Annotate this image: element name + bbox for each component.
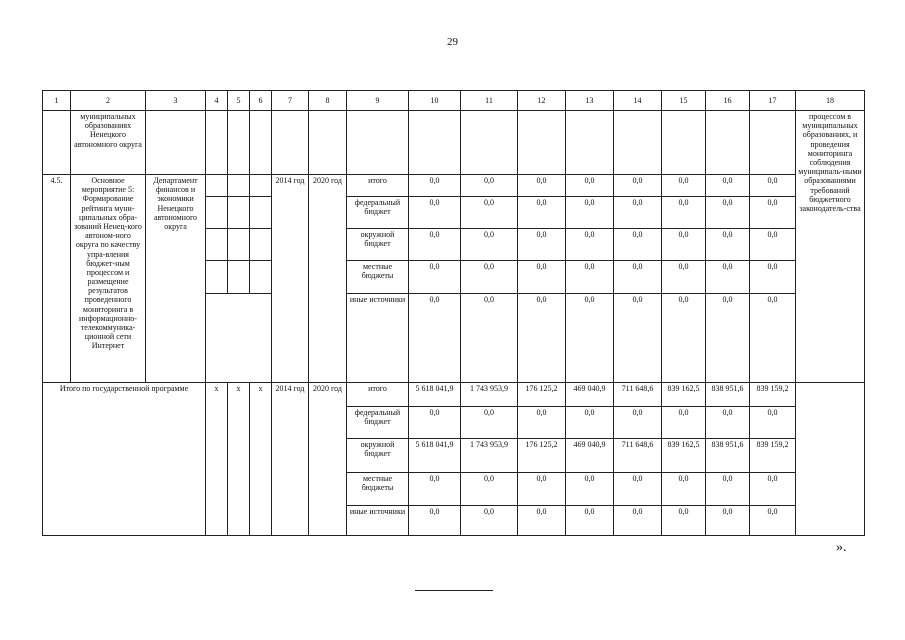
funding-value: 0,0 [566, 175, 614, 197]
funding-value: 0,0 [662, 407, 706, 439]
funding-source: иные источники [347, 294, 409, 383]
funding-value: 0,0 [461, 473, 518, 506]
funding-value: 0,0 [706, 175, 750, 197]
funding-value: 1 743 953,9 [461, 383, 518, 407]
funding-source: федеральный бюджет [347, 407, 409, 439]
funding-value: 0,0 [409, 294, 461, 383]
continuation-empty [228, 111, 250, 175]
funding-value: 0,0 [518, 294, 566, 383]
funding-value: 0,0 [614, 261, 662, 294]
funding-value: 176 125,2 [518, 439, 566, 473]
funding-value: 0,0 [518, 473, 566, 506]
measure-row [43, 175, 865, 197]
funding-value: 0,0 [518, 175, 566, 197]
continuation-empty [566, 111, 614, 175]
funding-value: 839 159,2 [750, 439, 796, 473]
measure-result: процессом в муниципальных образованиях, и проведения мониторинга соблюдения муниципаль-ными образованиями требований бюджетного законодатель-ства [796, 111, 865, 383]
measure-name: Основное мероприятие 5: Формирование рейтинга муни-ципальных обра-зований Ненец-кого автоном-ного округа по качеству упра-вления бюджет-ным процессом и размещение результатов проведенного мониторинга в информационно-телекоммуника-ционной сети Интернет [71, 175, 146, 383]
column-number-3: 3 [146, 91, 206, 111]
funding-value: 0,0 [750, 197, 796, 229]
empty-cell [206, 175, 228, 197]
funding-source: итого [347, 175, 409, 197]
column-number-16: 16 [706, 91, 750, 111]
funding-value: 0,0 [614, 294, 662, 383]
funding-value: 0,0 [461, 294, 518, 383]
measure-start-year: 2014 год [272, 175, 309, 383]
measure-end-year: 2020 год [309, 175, 347, 383]
funding-value: 0,0 [461, 407, 518, 439]
column-number-18: 18 [796, 91, 865, 111]
funding-value: 0,0 [662, 229, 706, 261]
funding-value: 839 162,5 [662, 383, 706, 407]
column-number-17: 17 [750, 91, 796, 111]
funding-value: 0,0 [706, 473, 750, 506]
empty-cell [250, 197, 272, 229]
total-label: Итого по государственной программе [43, 383, 206, 536]
funding-value: 0,0 [461, 229, 518, 261]
funding-value: 0,0 [566, 407, 614, 439]
funding-value: 838 951,6 [706, 383, 750, 407]
empty-cell [228, 175, 250, 197]
funding-value: 1 743 953,9 [461, 439, 518, 473]
empty-cell [206, 197, 228, 229]
measure-executor: Департамент финансов и экономики Ненецкого автономного округа [146, 175, 206, 383]
continuation-empty [750, 111, 796, 175]
funding-value: 5 618 041,9 [409, 439, 461, 473]
column-number-9: 9 [347, 91, 409, 111]
column-number-1: 1 [43, 91, 71, 111]
funding-value: 0,0 [750, 473, 796, 506]
page-number: 29 [447, 36, 458, 48]
funding-source: федеральный бюджет [347, 197, 409, 229]
column-number-11: 11 [461, 91, 518, 111]
funding-value: 0,0 [566, 294, 614, 383]
funding-value: 839 162,5 [662, 439, 706, 473]
funding-value: 0,0 [750, 506, 796, 536]
column-number-6: 6 [250, 91, 272, 111]
empty-cell [228, 261, 250, 294]
funding-value: 0,0 [614, 473, 662, 506]
funding-value: 0,0 [662, 473, 706, 506]
footnote-separator [415, 590, 493, 591]
continuation-empty [461, 111, 518, 175]
empty-cell [250, 229, 272, 261]
funding-source: окружной бюджет [347, 229, 409, 261]
funding-value: 0,0 [409, 407, 461, 439]
continuation-row [43, 111, 865, 175]
funding-value: 0,0 [750, 407, 796, 439]
budget-table [42, 90, 865, 536]
column-number-7: 7 [272, 91, 309, 111]
measure-number: 4.5. [43, 175, 71, 383]
total-col18-empty [796, 383, 865, 536]
funding-source: местные бюджеты [347, 261, 409, 294]
column-number-14: 14 [614, 91, 662, 111]
continuation-empty [146, 111, 206, 175]
funding-value: 0,0 [409, 197, 461, 229]
funding-value: 0,0 [566, 506, 614, 536]
continuation-empty [206, 111, 228, 175]
funding-value: 0,0 [518, 506, 566, 536]
continuation-empty [347, 111, 409, 175]
total-col5: х [228, 383, 250, 536]
funding-value: 0,0 [750, 294, 796, 383]
funding-value: 0,0 [706, 229, 750, 261]
continuation-empty [272, 111, 309, 175]
funding-value: 0,0 [750, 229, 796, 261]
funding-source: итого [347, 383, 409, 407]
closing-quote-mark: ». [836, 540, 847, 555]
funding-value: 839 159,2 [750, 383, 796, 407]
funding-value: 0,0 [566, 197, 614, 229]
continuation-empty [250, 111, 272, 175]
column-number-8: 8 [309, 91, 347, 111]
column-number-12: 12 [518, 91, 566, 111]
funding-value: 0,0 [409, 229, 461, 261]
funding-value: 0,0 [518, 197, 566, 229]
funding-value: 0,0 [614, 229, 662, 261]
empty-cell [206, 229, 228, 261]
funding-value: 0,0 [614, 506, 662, 536]
funding-value: 5 618 041,9 [409, 383, 461, 407]
funding-value: 0,0 [662, 175, 706, 197]
continuation-empty [43, 111, 71, 175]
funding-value: 0,0 [706, 294, 750, 383]
funding-value: 0,0 [614, 407, 662, 439]
column-number-4: 4 [206, 91, 228, 111]
total-col4: х [206, 383, 228, 536]
funding-value: 469 040,9 [566, 383, 614, 407]
funding-value: 0,0 [614, 197, 662, 229]
column-number-5: 5 [228, 91, 250, 111]
column-number-2: 2 [71, 91, 146, 111]
funding-source: окружной бюджет [347, 439, 409, 473]
column-number-13: 13 [566, 91, 614, 111]
funding-value: 0,0 [566, 229, 614, 261]
funding-source: иные источники [347, 506, 409, 536]
funding-value: 0,0 [518, 229, 566, 261]
continuation-empty [614, 111, 662, 175]
continuation-empty [309, 111, 347, 175]
funding-value: 0,0 [409, 175, 461, 197]
funding-value: 0,0 [461, 197, 518, 229]
funding-value: 176 125,2 [518, 383, 566, 407]
funding-value: 838 951,6 [706, 439, 750, 473]
funding-value: 0,0 [409, 261, 461, 294]
continuation-empty [706, 111, 750, 175]
funding-value: 0,0 [461, 261, 518, 294]
empty-cell [206, 294, 272, 383]
funding-value: 0,0 [461, 175, 518, 197]
continuation-empty [518, 111, 566, 175]
empty-cell [206, 261, 228, 294]
funding-value: 0,0 [662, 294, 706, 383]
funding-value: 0,0 [706, 197, 750, 229]
empty-cell [250, 261, 272, 294]
funding-source: местные бюджеты [347, 473, 409, 506]
empty-cell [228, 229, 250, 261]
funding-value: 0,0 [409, 506, 461, 536]
funding-value: 0,0 [614, 175, 662, 197]
funding-value: 0,0 [566, 261, 614, 294]
empty-cell [228, 197, 250, 229]
funding-value: 0,0 [662, 197, 706, 229]
funding-value: 0,0 [518, 407, 566, 439]
funding-value: 0,0 [662, 506, 706, 536]
continuation-empty [409, 111, 461, 175]
funding-value: 711 648,6 [614, 383, 662, 407]
funding-value: 0,0 [518, 261, 566, 294]
funding-value: 469 040,9 [566, 439, 614, 473]
funding-value: 0,0 [566, 473, 614, 506]
funding-value: 0,0 [461, 506, 518, 536]
funding-value: 0,0 [662, 261, 706, 294]
funding-value: 0,0 [706, 407, 750, 439]
column-number-10: 10 [409, 91, 461, 111]
column-number-row [43, 91, 865, 111]
continuation-name: муниципальных образованиях Ненецкого автономного округа [71, 111, 146, 175]
total-col6: х [250, 383, 272, 536]
total-start-year: 2014 год [272, 383, 309, 536]
total-end-year: 2020 год [309, 383, 347, 536]
empty-cell [250, 175, 272, 197]
funding-value: 711 648,6 [614, 439, 662, 473]
total-row [43, 383, 865, 407]
funding-value: 0,0 [750, 175, 796, 197]
funding-value: 0,0 [750, 261, 796, 294]
funding-value: 0,0 [706, 261, 750, 294]
funding-value: 0,0 [409, 473, 461, 506]
continuation-empty [662, 111, 706, 175]
funding-value: 0,0 [706, 506, 750, 536]
column-number-15: 15 [662, 91, 706, 111]
